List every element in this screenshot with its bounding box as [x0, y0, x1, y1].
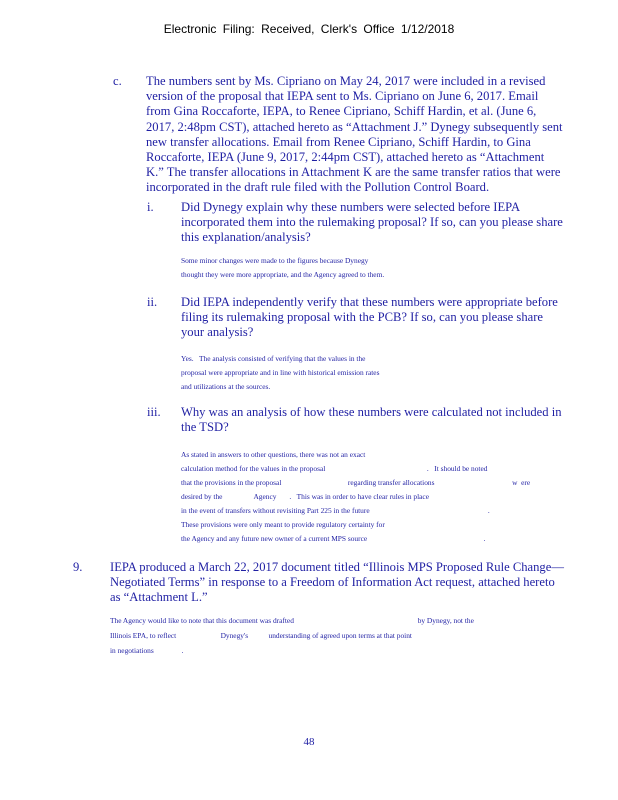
- item-c-label: c.: [113, 74, 122, 88]
- item-i-label: i.: [147, 200, 154, 214]
- item-i-question: Did Dynegy explain why these numbers were selected before IEPA incorporated them into the rulemaking proposal? If so, can you please share this explanation/analysis?: [181, 200, 563, 245]
- answer-line: As stated in answers to other questions, there was not an exact: [181, 450, 366, 459]
- answer-line: the Agency and any future new owner of a current MPS source .: [181, 534, 486, 543]
- answer-line: The Agency would like to note that this document was drafted by Dynegy, not the: [110, 616, 474, 625]
- answer-line: desired by the Agency . This was in order to have clear rules in place: [181, 492, 429, 501]
- item-ii-label: ii.: [147, 295, 158, 309]
- page-number: 48: [303, 736, 315, 748]
- answer-line: that the provisions in the proposal regarding transfer allocations w ere: [181, 478, 531, 487]
- answer-line: These provisions were only meant to provide regulatory certainty for: [181, 520, 385, 529]
- answer-line: calculation method for the values in the proposal . It should be noted: [181, 464, 488, 473]
- answer-line: thought they were more appropriate, and the Agency agreed to them.: [181, 270, 385, 279]
- item-iii-label: iii.: [147, 405, 161, 419]
- answer-line: Some minor changes were made to the figures because Dynegy: [181, 256, 369, 265]
- item-iii-question: Why was an analysis of how these numbers were calculated not included in the TSD?: [181, 405, 562, 435]
- item-9-text: IEPA produced a March 22, 2017 document titled “Illinois MPS Proposed Rule Change—Negotiated Terms” in response to a Freedom of Information Act request, attached hereto as “Attachment L.”: [110, 560, 564, 605]
- answer-line: proposal were appropriate and in line with historical emission rates: [181, 368, 380, 377]
- answer-line: and utilizations at the sources.: [181, 382, 271, 391]
- answer-line: Yes. The analysis consisted of verifying that the values in the: [181, 354, 366, 363]
- item-ii-question: Did IEPA independently verify that these numbers were appropriate before filing its rulemaking proposal with the PCB? If so, can you please share your analysis?: [181, 295, 558, 340]
- answer-line: in negotiations .: [110, 646, 184, 655]
- filing-stamp-header: Electronic Filing: Received, Clerk's Office 1/12/2018: [163, 22, 455, 36]
- answer-line: Illinois EPA, to reflect Dynegy's understanding of agreed upon terms at that point: [110, 631, 412, 640]
- answer-line: in the event of transfers without revisiting Part 225 in the future .: [181, 506, 490, 515]
- item-c-text: The numbers sent by Ms. Cipriano on May 24, 2017 were included in a revised version of the proposal that IEPA sent to Ms. Cipriano on June 6, 2017. Email from Gina Roccaforte, IEPA, to Renee Cipriano, Schiff Hardin, et al. (June 6, 2017, 2:48pm CST), attached hereto as “Attachment J.” Dynegy subsequently sent new transfer allocations. Email from Renee Cipriano, Schiff Hardin, to Gina Roccaforte, IEPA (June 9, 2017, 2:44pm CST), attached hereto as “Attachment K.” The transfer allocations in Attachment K are the same transfer ratios that were incorporated in the draft rule filed with the Pollution Control Board.: [146, 74, 563, 195]
- item-9-label: 9.: [73, 560, 83, 574]
